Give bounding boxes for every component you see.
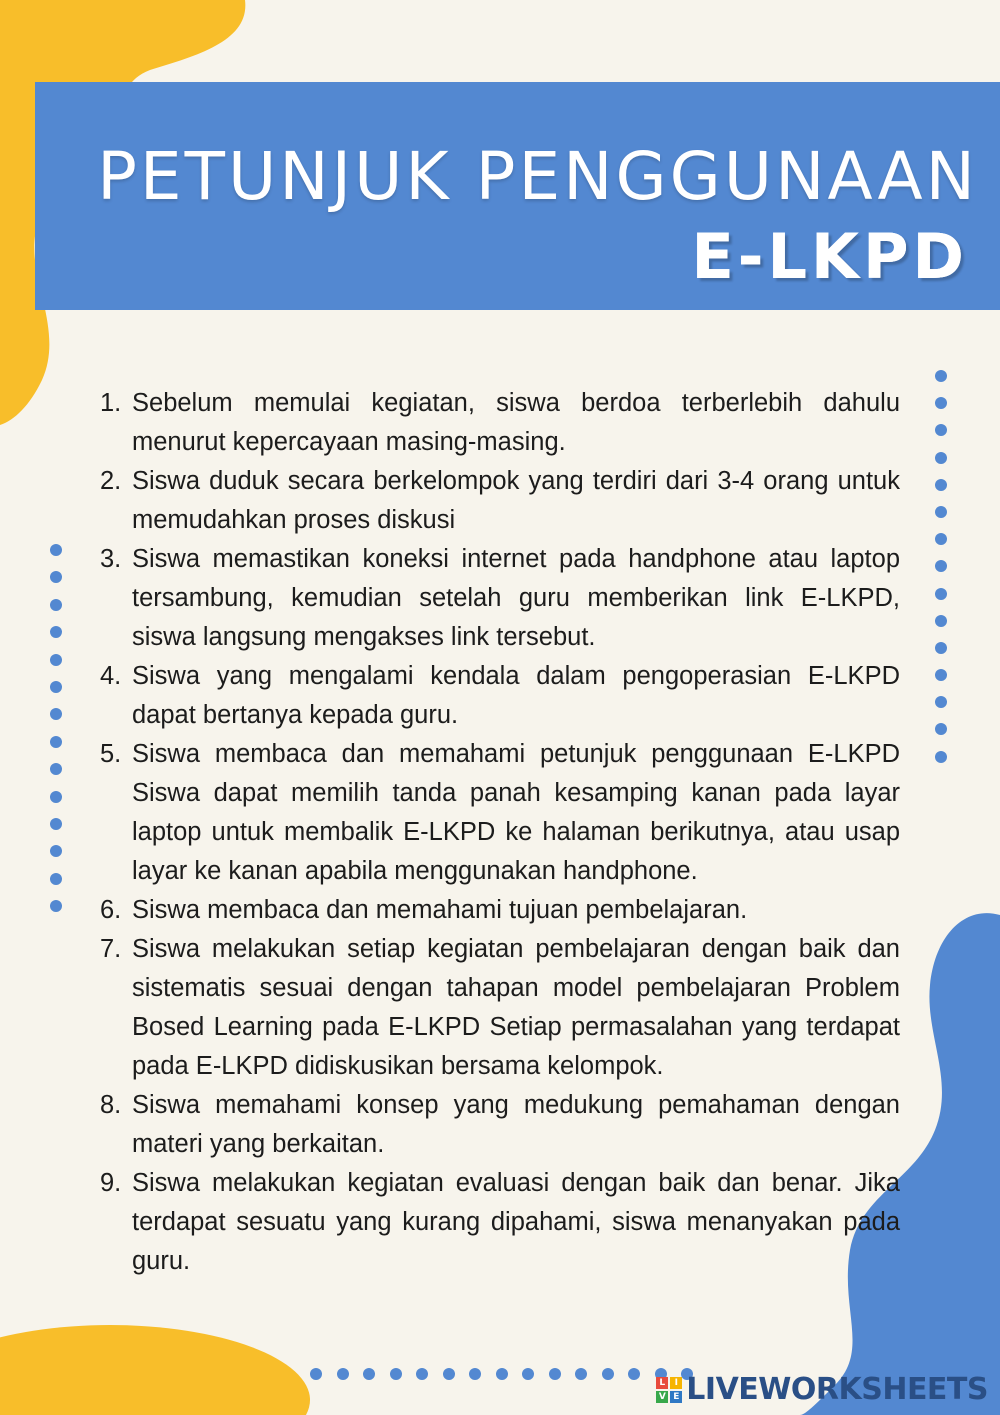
item-text: Siswa memahami konsep yang medukung pemahaman dengan materi yang berkaitan. <box>132 1091 900 1158</box>
page-subtitle: E-LKPD <box>691 220 968 293</box>
item-number: 1. <box>100 389 122 417</box>
instruction-item <box>100 735 900 891</box>
instruction-item <box>100 462 900 540</box>
logo-letter: L <box>656 1377 668 1389</box>
item-number: 3. <box>100 545 122 573</box>
page-title: PETUNJUK PENGGUNAAN <box>97 138 978 215</box>
dot-column-left <box>50 544 62 912</box>
instruction-item <box>100 384 900 462</box>
liveworksheets-brand[interactable] <box>656 1372 988 1407</box>
logo-letter: V <box>656 1391 668 1403</box>
instruction-item <box>100 891 900 930</box>
item-text: Siswa membaca dan memahami tujuan pembelajaran. <box>132 896 748 924</box>
instruction-item <box>100 540 900 657</box>
item-number: 9. <box>100 1169 122 1197</box>
item-text: Siswa membaca dan memahami petunjuk penggunaan E-LKPD Siswa dapat memilih tanda panah kesamping kanan pada layar laptop untuk membalik E-LKPD ke halaman berikutnya, atau usap layar ke kanan apabila menggunakan handphone. <box>132 740 900 885</box>
item-text: Sebelum memulai kegiatan, siswa berdoa terberlebih dahulu menurut kepercayaan masing-masing. <box>132 389 900 456</box>
item-number: 6. <box>100 896 122 924</box>
logo-letter: I <box>670 1377 682 1389</box>
item-number: 4. <box>100 662 122 690</box>
item-text: Siswa duduk secara berkelompok yang terdiri dari 3-4 orang untuk memudahkan proses diskusi <box>132 467 900 534</box>
dot-column-right <box>935 370 947 763</box>
instruction-item <box>100 657 900 735</box>
item-number: 7. <box>100 935 122 963</box>
item-text: Siswa melakukan kegiatan evaluasi dengan baik dan benar. Jika terdapat sesuatu yang kurang dipahami, siswa menanyakan pada guru. <box>132 1169 900 1275</box>
liveworksheets-logo-icon <box>656 1377 682 1403</box>
item-text: Siswa memastikan koneksi internet pada handphone atau laptop tersambung, kemudian setelah guru memberikan link E-LKPD, siswa langsung mengakses link tersebut. <box>132 545 900 651</box>
item-number: 2. <box>100 467 122 495</box>
instruction-item <box>100 1164 900 1281</box>
logo-letter: E <box>670 1391 682 1403</box>
item-number: 8. <box>100 1091 122 1119</box>
instruction-item <box>100 1086 900 1164</box>
dot-row-bottom <box>310 1368 693 1380</box>
item-text: Siswa yang mengalami kendala dalam pengoperasian E-LKPD dapat bertanya kepada guru. <box>132 662 900 729</box>
brand-name: LIVEWORKSHEETS <box>686 1372 988 1407</box>
instruction-item <box>100 930 900 1086</box>
yellow-blob-bottom-left <box>0 1325 310 1415</box>
instruction-list <box>100 384 900 1281</box>
item-number: 5. <box>100 740 122 768</box>
item-text: Siswa melakukan setiap kegiatan pembelajaran dengan baik dan sistematis sesuai dengan tahapan model pembelajaran Problem Bosed Learning pada E-LKPD Setiap permasalahan yang terdapat pada E-LKPD didiskusikan bersama kelompok. <box>132 935 900 1080</box>
